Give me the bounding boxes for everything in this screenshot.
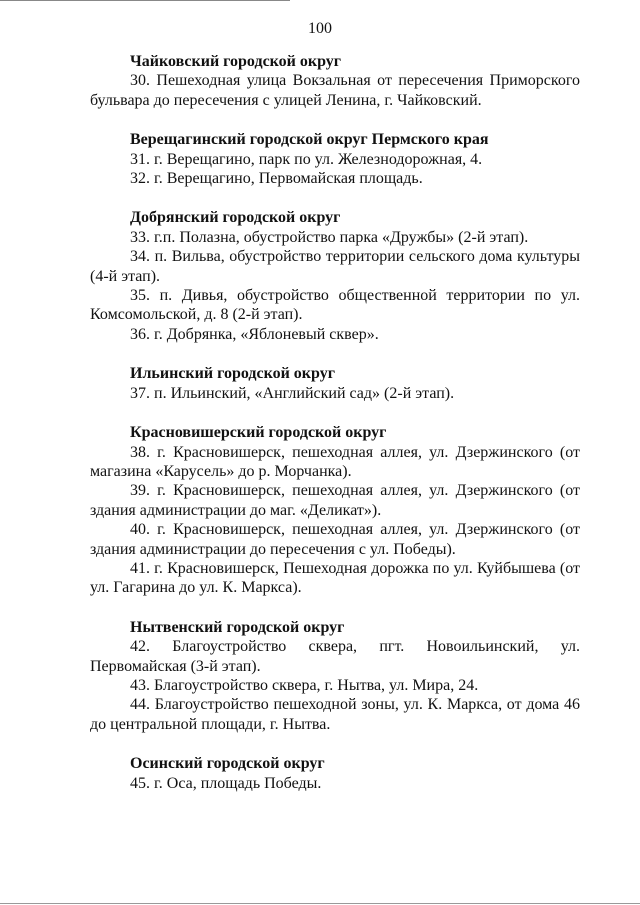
list-item: 38. г. Красновишерск, пешеходная аллея, ул. Дзержинского (от магазина «Карусель» до р. Морчанка). bbox=[90, 443, 580, 480]
district-section bbox=[90, 208, 580, 344]
district-section bbox=[90, 618, 580, 734]
district-heading: Чайковский городской округ bbox=[130, 53, 342, 70]
district-heading: Осинский городской округ bbox=[130, 755, 325, 773]
district-heading: Нытвенский городской округ bbox=[130, 618, 345, 636]
district-heading: Ильинский городской округ bbox=[130, 365, 335, 383]
list-item: 31. г. Верещагино, парк по ул. Железнодорожная, 4. bbox=[130, 150, 483, 168]
list-item: 33. г.п. Полазна, обустройство парка «Дружбы» (2-й этап). bbox=[130, 228, 529, 246]
district-heading: Верещагинский городской округ Пермского края bbox=[130, 131, 489, 149]
list-item: 42. Благоустройство сквера, пгт. Новоильинский, ул. Первомайская (3-й этап). bbox=[90, 638, 580, 675]
list-item: 43. Благоустройство сквера, г. Нытва, ул. Мира, 24. bbox=[130, 676, 479, 694]
list-item: 37. п. Ильинский, «Английский сад» (2-й этап). bbox=[130, 384, 455, 402]
document-body bbox=[90, 52, 580, 813]
scan-edge-line-bottom bbox=[0, 903, 640, 904]
district-section bbox=[90, 423, 580, 598]
page-number: 100 bbox=[308, 20, 332, 37]
scan-edge-line-top bbox=[0, 0, 290, 1]
district-section bbox=[90, 130, 580, 188]
list-item: 35. п. Дивья, обустройство общественной территории по ул. Комсомольской, д. 8 (2-й этап). bbox=[90, 287, 580, 324]
district-section bbox=[90, 52, 580, 110]
district-heading: Красновишерский городской округ bbox=[130, 424, 387, 442]
list-item: 40. г. Красновишерск, пешеходная аллея, ул. Дзержинского (от здания администрации до пересечения с ул. Победы). bbox=[90, 521, 580, 558]
list-item: 44. Благоустройство пешеходной зоны, ул. К. Маркса, от дома 46 до центральной площади, г. Нытва. bbox=[90, 696, 580, 733]
district-section bbox=[90, 364, 580, 403]
list-item: 30. Пешеходная улица Вокзальная от пересечения Приморского бульвара до пересечения с улицей Ленина, г. Чайковский. bbox=[90, 72, 580, 109]
district-section bbox=[90, 754, 580, 793]
list-item: 36. г. Добрянка, «Яблоневый сквер». bbox=[130, 325, 379, 343]
district-heading: Добрянский городской округ bbox=[130, 209, 341, 227]
list-item: 45. г. Оса, площадь Победы. bbox=[130, 774, 322, 792]
list-item: 34. п. Вильва, обустройство территории сельского дома культуры (4-й этап). bbox=[90, 248, 580, 285]
list-item: 41. г. Красновишерск, Пешеходная дорожка по ул. Куйбышева (от ул. Гагарина до ул. К. Маркса). bbox=[90, 559, 580, 597]
list-item: 32. г. Верещагино, Первомайская площадь. bbox=[130, 170, 423, 188]
list-item: 39. г. Красновишерск, пешеходная аллея, ул. Дзержинского (от здания администрации до маг. «Деликат»). bbox=[90, 482, 580, 519]
